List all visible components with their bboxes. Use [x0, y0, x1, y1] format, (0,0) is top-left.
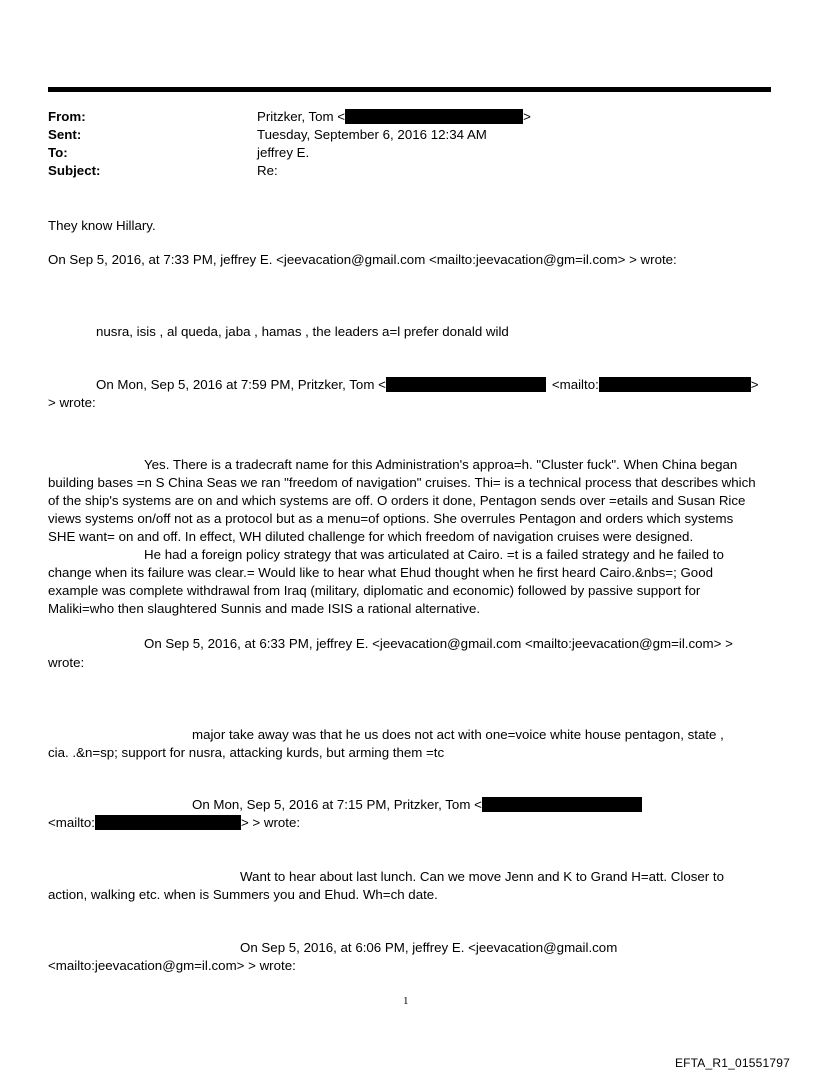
body-line: cia. .&n=sp; support for nusra, attacking kurds, but arming them =tc: [48, 745, 445, 760]
quote-header: On Sep 5, 2016, at 6:06 PM, jeffrey E. <jeevacation@gmail.com: [240, 940, 618, 955]
body-line: Want to hear about last lunch. Can we move Jenn and K to Grand H=att. Closer to: [240, 869, 724, 884]
mailto-close: >: [750, 377, 759, 392]
redaction-box: [345, 109, 523, 124]
document-id: EFTA_R1_01551797: [674, 1056, 790, 1070]
mailto-text: <mailto:: [48, 815, 95, 830]
redaction-box: [482, 797, 642, 812]
from-label: From:: [48, 109, 86, 124]
quote-header-text: On Mon, Sep 5, 2016 at 7:59 PM, Pritzker, Tom <: [96, 377, 386, 392]
body-line: They know Hillary.: [48, 218, 156, 233]
redaction-box: [386, 377, 546, 392]
mailto-text: <mailto:: [551, 377, 599, 392]
quote-header: > wrote:: [48, 395, 96, 410]
from-close: >: [523, 109, 531, 124]
header-divider: [48, 87, 771, 92]
quote-header: [96, 377, 759, 392]
quote-header: On Sep 5, 2016, at 6:33 PM, jeffrey E. <jeevacation@gmail.com <mailto:jeevacation@gm=il.com> >: [144, 636, 733, 651]
subject-value: Re:: [257, 163, 278, 178]
quote-header-text: On Mon, Sep 5, 2016 at 7:15 PM, Pritzker, Tom <: [192, 797, 482, 812]
quote-header: wrote:: [48, 655, 85, 670]
mailto-close: > > wrote:: [240, 815, 301, 830]
body-line: Yes. There is a tradecraft name for this Administration's approа=h. "Cluster fuck". When China began: [144, 457, 738, 472]
quote-header: On Sep 5, 2016, at 7:33 PM, jeffrey E. <jeevacation@gmail.com <mailto:jeevacation@gm=il.com> > wrote:: [48, 252, 677, 267]
quote-header: [192, 797, 642, 812]
redaction-box: [599, 377, 751, 392]
body-line: Maliki=who then slaughtered Sunnis and made ISIS a rational alternative.: [48, 601, 481, 616]
body-line: views systems on/off not as a protocol but as a menu=of options. She overrules Pentagon and orders which systems: [48, 511, 734, 526]
body-line: action, walking etc. when is Summers you and Ehud. Wh=ch date.: [48, 887, 438, 902]
body-line: He had a foreign policy strategy that was articulated at Cairo. =t is a failed strategy and he failed to: [144, 547, 724, 562]
body-line: SHE want= on and off. In effect, WH diluted challenge for which freedom of navigation cruises were designed.: [48, 529, 694, 544]
body-line: major take away was that he us does not act with one=voice white house pentagon, state ,: [192, 727, 724, 742]
quote-header: <mailto:jeevacation@gm=il.com> > wrote:: [48, 958, 296, 973]
body-line: change when its failure was clear.= Would like to hear what Ehud thought when he first heard Cairo.&nbs=; Good: [48, 565, 713, 580]
sent-value: Tuesday, September 6, 2016 12:34 AM: [257, 127, 487, 142]
subject-label: Subject:: [48, 163, 101, 178]
body-line: of the ship's systems are on and which systems are off. O orders it done, Pentagon sends over =etails and Susan Rice: [48, 493, 746, 508]
to-value: jeffrey E.: [257, 145, 310, 160]
quote-header: [48, 815, 300, 830]
redaction-box: [95, 815, 241, 830]
body-line: example was complete withdrawal from Iraq (military, diplomatic and economic) followed by passive support for: [48, 583, 701, 598]
from-name: Pritzker, Tom <: [257, 109, 346, 124]
to-label: To:: [48, 145, 68, 160]
body-line: building bases =n S China Seas we ran "freedom of navigation" cruises. Thi= is a technical process that describes which: [48, 475, 756, 490]
sent-label: Sent:: [48, 127, 82, 142]
body-line: nusra, isis , al queda, jaba , hamas , the leaders a=l prefer donald wild: [96, 324, 509, 339]
page-number: 1: [403, 995, 409, 1007]
from-value: [257, 109, 531, 124]
